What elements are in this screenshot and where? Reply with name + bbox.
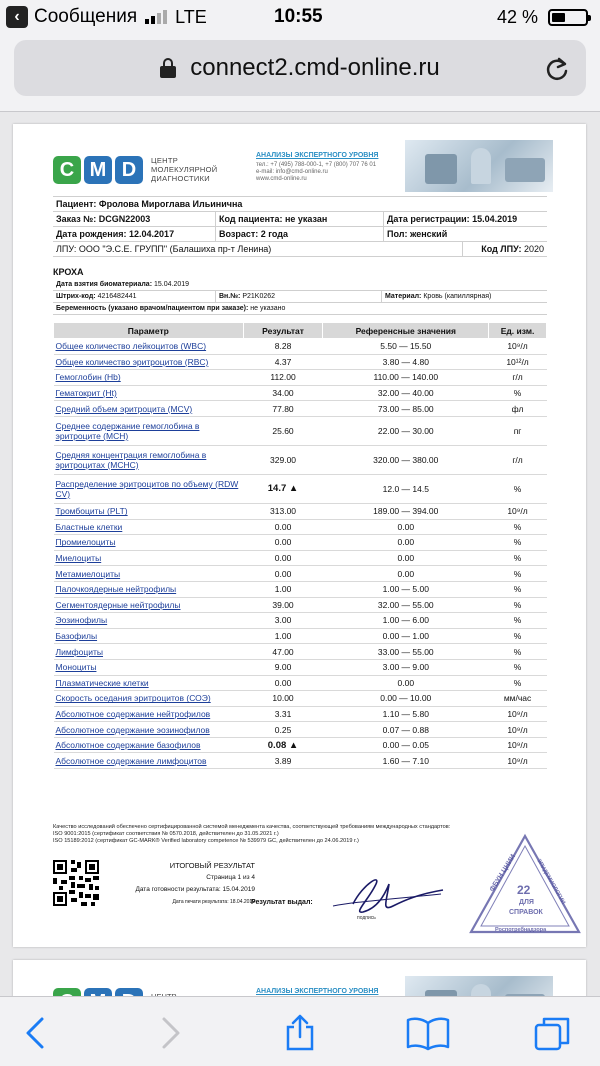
- parameter-link[interactable]: Бластные клетки: [54, 519, 244, 535]
- tagline-next: АНАЛИЗЫ ЭКСПЕРТНОГО УРОВНЯ: [256, 988, 379, 995]
- unit: 10⁹/л: [489, 722, 547, 738]
- table-row: [54, 566, 547, 582]
- header-unit: Ед. изм.: [489, 323, 547, 339]
- stamp-text: ЭПИДЕМИОЛОГИИ: [535, 858, 567, 906]
- table-row: [54, 613, 547, 629]
- logo-subtitle: [151, 156, 217, 183]
- page-counter: Страница 1 из 4: [206, 874, 255, 881]
- reference-range: 0.00: [323, 675, 489, 691]
- results-table: [53, 322, 547, 769]
- next-document-page: [13, 960, 586, 1000]
- result-value: 10.00: [243, 691, 323, 707]
- unit: %: [489, 535, 547, 551]
- clock: 10:55: [274, 6, 323, 27]
- table-row: [54, 401, 547, 417]
- material-label: Материал:: [385, 293, 422, 300]
- reference-range: 0.00 — 10.00: [323, 691, 489, 707]
- unit: %: [489, 675, 547, 691]
- parameter-link[interactable]: Лимфоциты: [54, 644, 244, 660]
- reference-range: 320.00 — 380.00: [323, 445, 489, 474]
- material-value: Кровь (капиллярная): [423, 293, 492, 300]
- unit: %: [489, 628, 547, 644]
- internal-number: [216, 291, 382, 302]
- sample-info: [53, 279, 547, 315]
- unit: %: [489, 566, 547, 582]
- pregnancy-value: не указано: [250, 305, 286, 312]
- table-header: [54, 323, 547, 339]
- unit: %: [489, 519, 547, 535]
- unit: 10⁹/л: [489, 706, 547, 722]
- lpu-code-value: 2020: [523, 244, 544, 254]
- signature-caption: подпись: [357, 915, 376, 921]
- contact-line: тел.: +7 (495) 788-000-1, +7 (800) 707 76 01: [256, 162, 377, 168]
- unit: %: [489, 385, 547, 401]
- registration-date: Дата регистрации: 15.04.2019: [387, 214, 518, 224]
- internal-number-value: P21K0262: [242, 293, 276, 300]
- lab-photo: [405, 140, 553, 192]
- pregnancy: [53, 303, 547, 314]
- quality-note-line: Качество исследований обеспечено сертифицированной системой менеджмента качества, соответствующей требованиям международных стандартов:: [53, 824, 451, 830]
- parameter-link[interactable]: Плазматические клетки: [54, 675, 244, 691]
- result-value: 8.28: [243, 339, 323, 355]
- logo-subtitle-line: МОЛЕКУЛЯРНОЙ: [151, 165, 218, 174]
- reference-range: 110.00 — 140.00: [323, 370, 489, 386]
- parameter-link[interactable]: Моноциты: [54, 659, 244, 675]
- reference-range: 189.00 — 394.00: [323, 503, 489, 519]
- lpu-code-label: Код ЛПУ:: [481, 244, 522, 254]
- reference-range: 1.60 — 7.10: [323, 753, 489, 769]
- unit: %: [489, 659, 547, 675]
- table-row: [54, 737, 547, 753]
- header-result: Результат: [243, 323, 323, 339]
- result-value: 4.37: [243, 354, 323, 370]
- parameter-link[interactable]: Гемоглобин (Hb): [54, 370, 244, 386]
- result-value: 3.00: [243, 613, 323, 629]
- reference-range: 0.00: [323, 566, 489, 582]
- reference-range: 12.0 — 14.5: [323, 474, 489, 503]
- patient-age: Возраст: 2 года: [216, 227, 384, 241]
- signal-icon: [145, 10, 167, 24]
- result-value: 313.00: [243, 503, 323, 519]
- logo-subtitle-line: ЦЕНТР: [151, 156, 179, 165]
- reference-range: 1.00 — 6.00: [323, 613, 489, 629]
- browser-toolbar: [0, 996, 600, 1066]
- result-value: 9.00: [243, 659, 323, 675]
- table-row: [54, 722, 547, 738]
- material: [382, 291, 547, 302]
- result-value: 0.00: [243, 675, 323, 691]
- parameter-link[interactable]: Абсолютное содержание эозинофилов: [54, 722, 244, 738]
- table-row: [54, 354, 547, 370]
- result-value: 39.00: [243, 597, 323, 613]
- print-date: Дата печати результата: 18.04.2019: [172, 899, 255, 905]
- cmd-logo: [53, 156, 146, 184]
- unit: 10⁹/л: [489, 339, 547, 355]
- reference-range: 33.00 — 55.00: [323, 644, 489, 660]
- unit: %: [489, 597, 547, 613]
- result-value: 0.00: [243, 535, 323, 551]
- issued-by-label: Результат выдал:: [251, 899, 313, 906]
- reference-range: 0.00 — 0.05: [323, 737, 489, 753]
- table-row: [54, 339, 547, 355]
- reference-range: 32.00 — 55.00: [323, 597, 489, 613]
- result-value: 34.00: [243, 385, 323, 401]
- url-text[interactable]: connect2.cmd-online.ru: [190, 54, 440, 81]
- table-row: [54, 659, 547, 675]
- reload-icon[interactable]: [544, 56, 570, 82]
- signature: [323, 864, 453, 922]
- unit: %: [489, 644, 547, 660]
- parameter-link[interactable]: Палочкоядерные нейтрофилы: [54, 581, 244, 597]
- parameter-link[interactable]: Базофилы: [54, 628, 244, 644]
- collection-date-value: 15.04.2019: [153, 281, 190, 288]
- lab-header: [53, 152, 553, 192]
- header-reference: Референсные значения: [323, 323, 489, 339]
- result-value: 0.25: [243, 722, 323, 738]
- qr-code: [53, 859, 99, 907]
- parameter-link[interactable]: Промиелоциты: [54, 535, 244, 551]
- table-row: [54, 628, 547, 644]
- result-value: 77.80: [243, 401, 323, 417]
- table-row: [54, 753, 547, 769]
- reference-range: 0.00 — 1.00: [323, 628, 489, 644]
- collection-date-label: Дата взятия биоматериала:: [56, 281, 153, 288]
- parameter-link[interactable]: Распределение эритроцитов по объему (RDW CV): [54, 474, 244, 503]
- lab-stamp: [465, 832, 585, 937]
- table-row: [54, 474, 547, 503]
- patient-name: Пациент: Фролова Мироглава Ильинична: [56, 199, 243, 209]
- unit: 10⁹/л: [489, 753, 547, 769]
- result-value: 0.00: [243, 519, 323, 535]
- result-value: 329.00: [243, 445, 323, 474]
- reference-range: 5.50 — 15.50: [323, 339, 489, 355]
- stamp-text: ФБУН ЦНИИ: [488, 853, 518, 894]
- table-row: [54, 445, 547, 474]
- table-row: [54, 675, 547, 691]
- reference-range: 0.00: [323, 535, 489, 551]
- stamp-text: 22: [517, 883, 531, 897]
- battery-icon: [548, 9, 588, 26]
- contact-line: www.cmd-online.ru: [256, 176, 307, 182]
- forward-icon[interactable]: [150, 1015, 190, 1051]
- parameter-link[interactable]: Средняя концентрация гемоглобина в эритроцитах (MCHC): [54, 445, 244, 474]
- parameter-link[interactable]: Общее количество лейкоцитов (WBC): [54, 339, 244, 355]
- logo-letter: D: [115, 156, 143, 184]
- unit: %: [489, 474, 547, 503]
- logo-subtitle-line: ДИАГНОСТИКИ: [151, 174, 210, 183]
- unit: 10⁹/л: [489, 737, 547, 753]
- result-value: 14.7 ▲: [243, 474, 323, 503]
- document-page: [13, 124, 586, 947]
- result-value: 25.60: [243, 416, 323, 445]
- share-icon[interactable]: [280, 1015, 320, 1051]
- order-number: Заказ №: DCGN22003: [53, 212, 216, 226]
- table-row: [54, 519, 547, 535]
- battery-level: [552, 13, 565, 22]
- table-row: [54, 550, 547, 566]
- parameter-link[interactable]: Общее количество эритроцитов (RBC): [54, 354, 244, 370]
- lpu-code: [463, 242, 547, 256]
- parameter-link[interactable]: Абсолютное содержание нейтрофилов: [54, 706, 244, 722]
- logo-letter: M: [84, 156, 112, 184]
- parameter-link[interactable]: Метамиелоциты: [54, 566, 244, 582]
- table-row: [54, 644, 547, 660]
- back-to-app-icon[interactable]: ‹: [6, 6, 28, 28]
- barcode: [53, 291, 216, 302]
- unit: пг: [489, 416, 547, 445]
- unit: %: [489, 581, 547, 597]
- table-row: [54, 370, 547, 386]
- lock-icon: [160, 58, 176, 78]
- birth-date: Дата рождения: 12.04.2017: [53, 227, 216, 241]
- result-value: 112.00: [243, 370, 323, 386]
- parameter-link[interactable]: Средний объем эритроцита (MCV): [54, 401, 244, 417]
- bookmarks-icon[interactable]: [405, 1015, 451, 1051]
- network-type: LTE: [175, 6, 207, 27]
- reference-range: 3.80 — 4.80: [323, 354, 489, 370]
- reference-range: 32.00 — 40.00: [323, 385, 489, 401]
- reference-range: 0.00: [323, 550, 489, 566]
- address-bar[interactable]: [14, 40, 586, 96]
- browser-chrome: [0, 34, 600, 112]
- header-contacts: [256, 152, 378, 183]
- unit: %: [489, 550, 547, 566]
- result-value: 3.31: [243, 706, 323, 722]
- quality-note-line: ISO 9001:2015 (сертификат соответствия № 0570.2018, действителен до 31.05.2021 г.): [53, 831, 279, 837]
- table-row: [54, 581, 547, 597]
- table-row: [54, 706, 547, 722]
- tagline: АНАЛИЗЫ ЭКСПЕРТНОГО УРОВНЯ: [256, 152, 379, 159]
- unit: %: [489, 613, 547, 629]
- patient-info: [53, 196, 547, 257]
- header-param: Параметр: [54, 323, 244, 339]
- final-result-label: ИТОГОВЫЙ РЕЗУЛЬТАТ: [169, 861, 255, 870]
- reference-range: 1.00 — 5.00: [323, 581, 489, 597]
- unit: 10¹²/л: [489, 354, 547, 370]
- reference-range: 1.10 — 5.80: [323, 706, 489, 722]
- collection-date: [53, 279, 547, 290]
- battery-percent: 42 %: [496, 6, 538, 27]
- result-footer: [105, 860, 255, 908]
- lpu-name: ЛПУ: ООО "Э.С.Е. ГРУПП" (Балашиха пр-т Ленина): [53, 242, 463, 256]
- patient-code: Код пациента: не указан: [216, 212, 384, 226]
- reference-range: 3.00 — 9.00: [323, 659, 489, 675]
- reference-range: 22.00 — 30.00: [323, 416, 489, 445]
- stamp-text: СПРАВОК: [509, 909, 543, 916]
- section-title: КРОХА: [53, 267, 84, 277]
- parameter-link[interactable]: Тромбоциты (PLT): [54, 503, 244, 519]
- reference-range: 73.00 — 85.00: [323, 401, 489, 417]
- result-value: 0.08 ▲: [243, 737, 323, 753]
- table-row: [54, 416, 547, 445]
- unit: г/л: [489, 370, 547, 386]
- status-bar: [0, 0, 600, 34]
- result-value: 1.00: [243, 628, 323, 644]
- back-app-label[interactable]: Сообщения: [34, 6, 138, 27]
- pregnancy-label: Беременность (указано врачом/пациентом при заказе):: [56, 305, 249, 312]
- result-value: 0.00: [243, 550, 323, 566]
- parameter-link[interactable]: Эозинофилы: [54, 613, 244, 629]
- contact-line: e-mail: info@cmd-online.ru: [256, 169, 328, 175]
- parameter-link[interactable]: Миелоциты: [54, 550, 244, 566]
- unit: мм/час: [489, 691, 547, 707]
- reference-range: 0.00: [323, 519, 489, 535]
- unit: г/л: [489, 445, 547, 474]
- parameter-link[interactable]: Среднее содержание гемоглобина в эритроците (MCH): [54, 416, 244, 445]
- barcode-label: Штрих-код:: [56, 293, 96, 300]
- unit: 10⁹/л: [489, 503, 547, 519]
- parameter-link[interactable]: Сегментоядерные нейтрофилы: [54, 597, 244, 613]
- tabs-icon[interactable]: [532, 1015, 572, 1051]
- table-row: [54, 503, 547, 519]
- logo-letter: C: [53, 156, 81, 184]
- result-value: 0.00: [243, 566, 323, 582]
- result-value: 47.00: [243, 644, 323, 660]
- barcode-value: 4216482441: [97, 293, 137, 300]
- patient-sex: Пол: женский: [387, 229, 448, 239]
- ready-date: Дата готовности результата: 15.04.2019: [135, 886, 255, 893]
- stamp-text: ДЛЯ: [519, 899, 534, 906]
- parameter-link[interactable]: Скорость оседания эритроцитов (СОЭ): [54, 691, 244, 707]
- parameter-link[interactable]: Гематокрит (Ht): [54, 385, 244, 401]
- unit: фл: [489, 401, 547, 417]
- table-row: [54, 535, 547, 551]
- reference-range: 0.07 — 0.88: [323, 722, 489, 738]
- table-row: [54, 597, 547, 613]
- parameter-link[interactable]: Абсолютное содержание лимфоцитов: [54, 753, 244, 769]
- result-value: 1.00: [243, 581, 323, 597]
- internal-number-label: Вн.№:: [219, 293, 241, 300]
- quality-note-line: ISO 15189:2012 (сертификат GC-MARK® Verified laboratory competence № 539979 GC, действителен до 24.06.2019 г.): [53, 838, 359, 844]
- result-value: 3.89: [243, 753, 323, 769]
- stamp-text: Роспотребнадзора: [495, 927, 547, 933]
- table-row: [54, 385, 547, 401]
- back-icon[interactable]: [16, 1015, 56, 1051]
- parameter-link[interactable]: Абсолютное содержание базофилов: [54, 737, 244, 753]
- table-row: [54, 691, 547, 707]
